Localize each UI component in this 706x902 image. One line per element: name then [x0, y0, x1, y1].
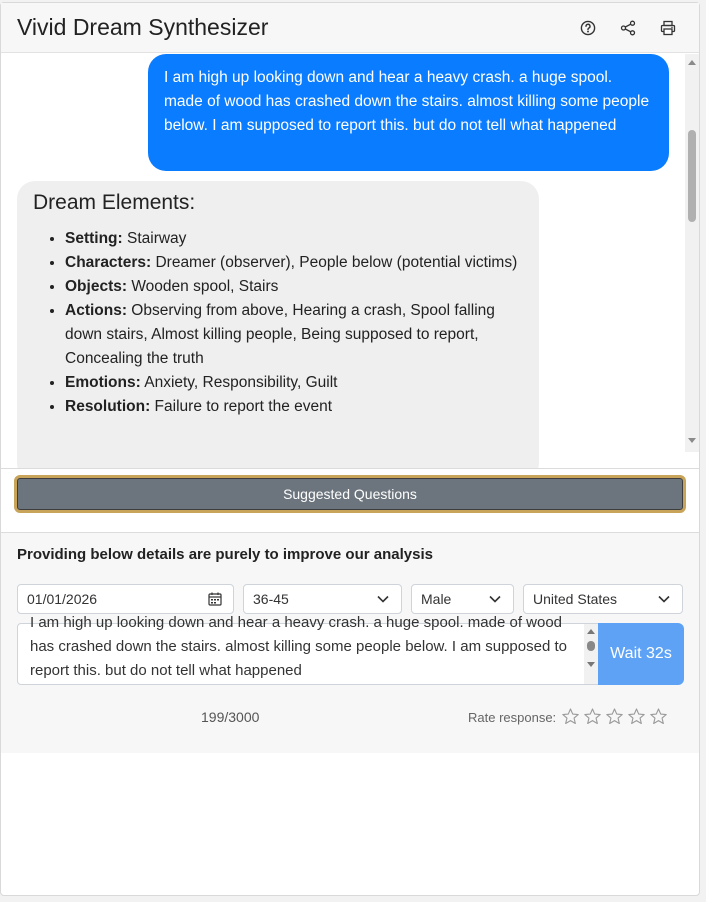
rate-response-label: Rate response: [468, 710, 557, 725]
suggested-questions-area [1, 469, 699, 533]
scroll-thumb[interactable] [688, 130, 696, 222]
chat-scrollbar[interactable] [685, 54, 699, 452]
scroll-thumb[interactable] [587, 641, 595, 651]
list-item [65, 395, 523, 419]
dream-textarea[interactable] [17, 614, 599, 685]
list-item [65, 275, 523, 299]
details-heading: Providing below details are purely to improve our analysis [17, 546, 433, 563]
star-icon[interactable] [649, 707, 668, 726]
element-label: Setting: [65, 230, 123, 247]
date-input[interactable] [17, 584, 234, 614]
gender-value: Male [421, 591, 452, 607]
list-item [65, 227, 523, 251]
app-window [0, 2, 700, 896]
star-icon[interactable] [627, 707, 646, 726]
chevron-down-icon [656, 591, 672, 607]
bot-message-bubble [17, 181, 539, 481]
help-icon[interactable] [578, 18, 598, 38]
chevron-down-icon [487, 591, 503, 607]
element-label: Actions: [65, 302, 127, 319]
element-label: Objects: [65, 278, 128, 295]
star-icon[interactable] [583, 707, 602, 726]
age-range-value: 36-45 [253, 591, 289, 607]
country-value: United States [533, 591, 618, 607]
element-label: Resolution: [65, 398, 151, 415]
element-label: Characters: [65, 254, 152, 271]
print-icon[interactable] [658, 18, 678, 38]
star-icon[interactable] [561, 707, 580, 726]
list-item [65, 299, 523, 371]
suggested-questions-button[interactable]: Suggested Questions [14, 475, 686, 513]
wait-send-button[interactable]: Wait 32s [598, 623, 684, 685]
details-panel [1, 533, 699, 753]
user-message-bubble: I am high up looking down and hear a heavy crash. a huge spool. made of wood has crashed down the stairs. almost killing some people below. I am supposed to report this. but do not tell what happened [148, 54, 669, 171]
element-text: Observing from above, Hearing a crash, Spool falling down stairs, Almost killing people, Being supposed to report, Concealing the truth [65, 302, 495, 367]
element-text: Dreamer (observer), People below (potential victims) [151, 254, 518, 271]
scroll-up-arrow-icon[interactable] [688, 60, 696, 65]
list-item [65, 251, 523, 275]
scroll-up-arrow-icon[interactable] [587, 629, 595, 634]
element-text: Stairway [122, 230, 187, 247]
dream-elements-heading: Dream Elements: [33, 191, 196, 214]
gender-select[interactable] [411, 584, 514, 614]
share-icon[interactable] [618, 18, 638, 38]
character-count: 199/3000 [201, 709, 260, 725]
header [1, 3, 699, 53]
scroll-down-arrow-icon[interactable] [688, 438, 696, 443]
textarea-scrollbar[interactable] [584, 624, 598, 684]
element-label: Emotions: [65, 374, 141, 391]
chevron-down-icon [375, 591, 391, 607]
star-icon[interactable] [605, 707, 624, 726]
rating-stars[interactable] [561, 707, 668, 726]
calendar-icon[interactable] [207, 591, 223, 607]
dream-elements-list [33, 227, 523, 419]
app-title: Vivid Dream Synthesizer [17, 14, 269, 40]
scroll-down-arrow-icon[interactable] [587, 662, 595, 667]
element-text: Wooden spool, Stairs [127, 278, 279, 295]
element-text: Failure to report the event [150, 398, 333, 415]
element-text: Anxiety, Responsibility, Guilt [140, 374, 338, 391]
list-item [65, 371, 523, 395]
country-select[interactable] [523, 584, 683, 614]
dream-textarea-text: I am high up looking down and hear a heavy crash. a huge spool. made of wood has crashed down the stairs. almost killing some people below. I am supposed to report this. but do not tell what happened [30, 614, 567, 679]
date-value: 01/01/2026 [27, 591, 98, 607]
age-range-select[interactable] [243, 584, 402, 614]
chat-area[interactable] [1, 54, 699, 452]
